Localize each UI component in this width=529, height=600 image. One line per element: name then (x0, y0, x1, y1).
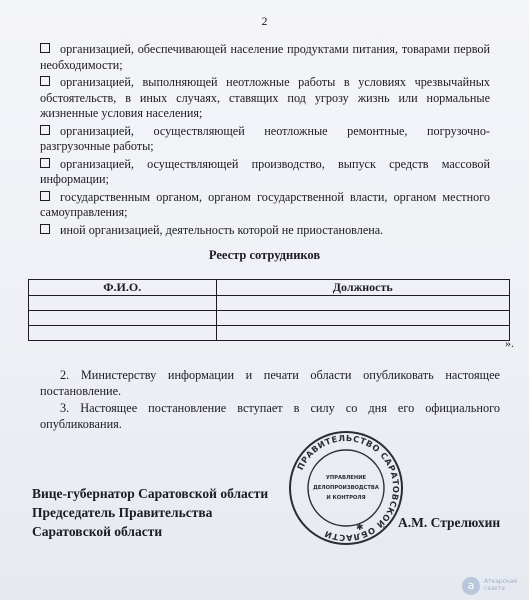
list-item: организацией, выполняющей неотложные работы в условиях чрезвычайных обстоятельств, в иных случаях, ставящих под угрозу жизнь или нормальные жизненные условия населения; (40, 75, 490, 120)
checkbox-icon (40, 43, 50, 53)
paragraph-2: 2. Министерству информации и печати области опубликовать настоящее постановление. (40, 368, 500, 398)
table-row (29, 311, 510, 326)
page-number: 2 (261, 14, 268, 28)
table-row (29, 296, 510, 311)
closing-quote: ». (505, 336, 514, 350)
signatory-name: А.М. Стрелюхин (398, 515, 501, 530)
list-item: организацией, осуществляющей неотложные ремонтные, погрузочно-разгрузочные работы; (40, 123, 490, 153)
options-list (40, 42, 490, 240)
list-item: организацией, обеспечивающей население продуктами питания, товарами первой необходимости; (40, 42, 490, 72)
newspaper-logo-icon: a (462, 577, 480, 595)
svg-text:ПРАВИТЕЛЬСТВО САРАТОВСКОЙ ОБЛА: ПРАВИТЕЛЬСТВО САРАТОВСКОЙ ОБЛАСТИ (294, 432, 402, 544)
svg-text:И КОНТРОЛЯ: И КОНТРОЛЯ (326, 495, 366, 501)
svg-text:УПРАВЛЕНИЕ: УПРАВЛЕНИЕ (325, 475, 367, 481)
checkbox-icon (40, 224, 50, 234)
svg-text:ДЕЛОПРОИЗВОДСТВА: ДЕЛОПРОИЗВОДСТВА (313, 485, 379, 491)
column-header-fio: Ф.И.О. (29, 280, 217, 296)
column-header-position: Должность (216, 280, 510, 296)
table-row (29, 326, 510, 341)
table-header-row (29, 280, 510, 296)
list-item: организацией, осуществляющей производство, выпуск средств массовой информации; (40, 156, 490, 186)
signatory-title: Вице-губернатор Саратовской области Председатель Правительства Саратовской области (32, 486, 269, 539)
svg-text:✱: ✱ (356, 523, 364, 533)
checkbox-icon (40, 125, 50, 135)
registry-table (28, 279, 510, 341)
newspaper-watermark: Аткарская газета (484, 578, 517, 592)
list-item: государственным органом, органом государственной власти, органом местного самоуправления; (40, 189, 490, 219)
registry-title: Реестр сотрудников (208, 248, 321, 262)
checkbox-icon (40, 158, 50, 168)
official-stamp (286, 428, 406, 548)
list-item: иной организацией, деятельность которой не приостановлена. (40, 223, 490, 239)
checkbox-icon (40, 191, 50, 201)
checkbox-icon (40, 76, 50, 86)
paragraph-3: 3. Настоящее постановление вступает в силу со дня его официального опубликования. (40, 401, 500, 431)
